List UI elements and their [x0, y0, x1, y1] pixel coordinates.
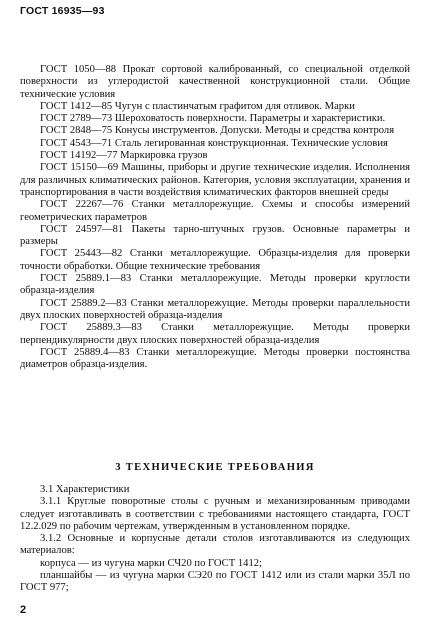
- reference-item: ГОСТ 2789—73 Шероховатость поверхности. Параметры и характеристики.: [40, 113, 386, 125]
- section-paragraph: планшайбы — из чугуна марки СЭ20 по ГОСТ 1412 или из стали марки 35Л по ГОСТ 977;: [20, 570, 410, 594]
- page-header-standard-code: ГОСТ 16935—93: [20, 5, 105, 17]
- reference-item: ГОСТ 22267—76 Станки металлорежущие. Схемы и способы измерений геометрических параметров: [20, 199, 410, 223]
- reference-item: ГОСТ 25889.4—83 Станки металлорежущие. Методы проверки постоянства диаметров образца-изделия.: [20, 346, 410, 371]
- reference-item: ГОСТ 24597—81 Пакеты тарно-штучных грузов. Основные параметры и размеры: [20, 223, 410, 248]
- section-body: [20, 484, 410, 595]
- reference-item: ГОСТ 4543—71 Сталь легированная конструкционная. Технические условия: [40, 137, 388, 149]
- reference-item: ГОСТ 14192—77 Маркировка грузов: [40, 150, 208, 162]
- reference-item: ГОСТ 2848—75 Конусы инструментов. Допуски. Методы и средства контроля: [40, 125, 395, 137]
- reference-item: ГОСТ 1412—85 Чугун с пластинчатым графитом для отливок. Марки: [40, 100, 355, 112]
- reference-item: ГОСТ 1050—88 Прокат сортовой калиброванный, со специальной отделкой поверхности из углеродистой качественной конструкционной стали. Общие технические условия: [20, 64, 410, 100]
- page-number: 2: [20, 604, 27, 616]
- reference-item: ГОСТ 25889.2—83 Станки металлорежущие. Методы проверки параллельности двух плоских поверхностей образца-изделия: [20, 297, 410, 321]
- normative-references-list: [20, 64, 410, 371]
- reference-item: ГОСТ 25443—82 Станки металлорежущие. Образцы-изделия для проверки точности обработки. Общие технические требования: [20, 248, 410, 272]
- section-title: 3 ТЕХНИЧЕСКИЕ ТРЕБОВАНИЯ: [115, 462, 315, 473]
- section-paragraph: 3.1.1 Круглые поворотные столы с ручным и механизированным приводами следует изготавливать в соответствии с требованиями настоящего стандарта, ГОСТ 12.2.029 по рабочим чертежам, утвержденным в установленном порядке.: [20, 496, 410, 532]
- section-paragraph: корпуса — из чугуна марки СЧ20 по ГОСТ 1412;: [40, 557, 262, 569]
- section-paragraph: 3.1 Характеристики: [40, 484, 130, 495]
- reference-item: ГОСТ 25889.1—83 Станки металлорежущие. Методы проверки круглости образца-изделия: [20, 273, 410, 297]
- section-paragraph: 3.1.2 Основные и корпусные детали столов изготавливаются из следующих материалов:: [20, 533, 410, 557]
- reference-item: ГОСТ 25889.3—83 Станки металлорежущие. Методы проверки перпендикулярности двух плоских поверхностей образца-изделия: [20, 322, 410, 346]
- reference-item: ГОСТ 15150—69 Машины, приборы и другие технические изделия. Исполнения для различных климатических районов. Категория, условия эксплуатации, хранения и транспортирования в части воздействия климатических факторов внешней среды: [20, 162, 410, 198]
